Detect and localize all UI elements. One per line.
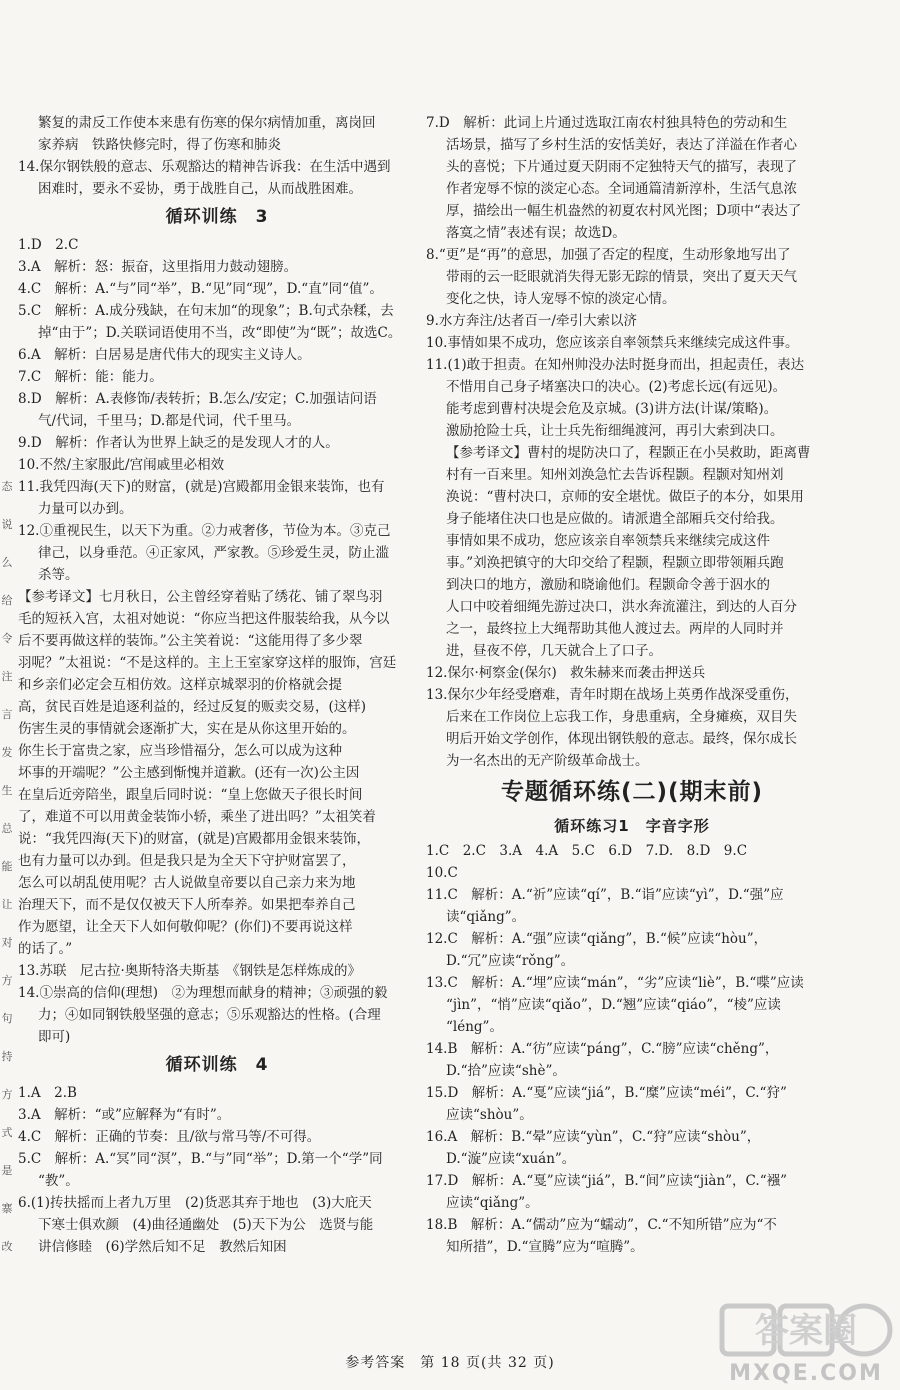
edge-glyph: 是 [1, 1164, 13, 1177]
left-text-line: 9.D 解析：作者认为世界上缺乏的是发现人才的人。 [18, 435, 339, 451]
right-text-line: 不惜用自己身子堵塞决口的决心。(2)考虑长远(有远见)。 [446, 379, 787, 395]
edge-glyph: 能 [1, 860, 13, 873]
left-text-line: 6.A 解析：白居易是唐代伟大的现实主义诗人。 [18, 347, 311, 363]
watermark-text-top: 答案圈 [755, 1311, 857, 1351]
edge-glyph: 持 [1, 1050, 13, 1063]
right-text-line: 读“qiǎng”。 [446, 909, 526, 925]
right-text-line: 到决口的地方，激励和晓谕他们。程颢命令善于泅水的 [446, 577, 770, 593]
edge-glyph: 方 [1, 1088, 13, 1101]
left-text-line: 10.不然/主家服此/宫闱戚里必相效 [18, 457, 225, 473]
edge-glyph: 改 [1, 1240, 13, 1253]
left-text-line: 1.A 2.B [18, 1085, 77, 1101]
right-text-line: 落寞之情”表述有误；故选D。 [446, 225, 626, 241]
left-text-line: 14.保尔钢铁般的意志、乐观豁达的精神告诉我：在生活中遇到 [18, 159, 391, 175]
right-text-line: D.“冗”应读“rǒng”。 [446, 953, 575, 969]
left-text-line: 你生长于富贵之家，应当珍惜福分，怎么可以成为这种 [18, 743, 342, 759]
right-text-line: “jìn”，“悄”应读“qiǎo”，D.“翘”应读“qiáo”，“棱”应读 [446, 997, 781, 1013]
right-text-line: 活场景，描写了乡村生活的安恬美好，表达了洋溢在作者心 [446, 137, 797, 153]
right-text-line: 12.保尔·柯察金(保尔) 救朱赫来而袭击押送兵 [426, 665, 706, 681]
right-text-line: 16.A 解析：B.“晕”应读“yùn”，C.“狩”应读“shòu”， [426, 1129, 761, 1145]
right-text-line: 应读“qiǎng”。 [446, 1195, 539, 1211]
left-text-line: 讲信修睦 (6)学然后知不足 教然后知困 [38, 1239, 287, 1255]
page-footer: 参考答案 第 18 页(共 32 页) [345, 1355, 555, 1371]
left-column [18, 112, 416, 1258]
edge-glyph: 言 [1, 708, 13, 721]
right-text-line: 人口中咬着细绳先游过决口，洪水奔流灌注，到达的人百分 [446, 599, 797, 615]
left-text-line: 即可) [38, 1029, 71, 1045]
left-text-line: 说：“我凭四海(天下)的财富，(就是)宫殿都用金银来装饰， [18, 831, 370, 847]
right-section-heading: 专题循环练(二)(期末前) [500, 779, 764, 805]
watermark-text-bottom: MXQE.COM [729, 1361, 883, 1386]
right-text-line: 明后开始文学创作，体现出钢铁般的意志。最终，保尔成长 [446, 731, 797, 747]
right-text-line: 【参考译文】曹村的堤防决口了，程颢正在小吴救助，距离曹 [446, 445, 811, 461]
watermark-logo [716, 1300, 896, 1386]
right-text-line: 作者宠辱不惊的淡定心态。全词通篇清新淳朴，生活气息浓 [446, 181, 797, 197]
edge-glyph: 寨 [1, 1202, 13, 1215]
left-text-line: 坏事的开端呢？”公主感到惭愧并道歉。(还有一次)公主因 [18, 765, 360, 781]
left-text-line: 7.C 解析：能：能力。 [18, 369, 163, 385]
right-text-line: D.“漩”应读“xuán”。 [446, 1151, 576, 1167]
left-text-line: 羽呢？”太祖说：“不是这样的。主上王室家穿这样的服饰，宫廷 [18, 655, 397, 671]
left-text-line: 后不要再做这样的装饰。”公主笑着说：“这能用得了多少翠 [18, 633, 363, 649]
right-section-heading: 循环练习1 字音字形 [554, 817, 710, 835]
edge-glyph: 对 [1, 936, 13, 949]
left-text-line: 也有力量可以办到。但是我只是为全天下守护财富罢了， [18, 853, 356, 869]
right-text-line: 9.水方奔注/达者百一/牵引大索以济 [426, 313, 637, 329]
left-text-line: 4.C 解析：A.“与”同“举”，B.“见”同“现”，D.“直”同“值”。 [18, 281, 383, 297]
right-text-line: 11.C 解析：A.“祈”应读“qí”，B.“诣”应读“yì”，D.“强”应 [426, 887, 784, 903]
right-text-line: 14.B 解析：A.“彷”应读“páng”，C.“膀”应读“chěng”， [426, 1041, 779, 1057]
edge-glyph: 给 [1, 594, 13, 607]
right-text-line: 激励抢险士兵，让士兵先衔细绳渡河，再引大索到决口。 [446, 423, 784, 439]
left-text-line: 毛的短袄入宫，太祖对她说：“你应当把这件服装给我，从今以 [18, 611, 390, 627]
edge-glyph: 说 [1, 518, 13, 531]
left-text-line: 的话了。” [18, 941, 73, 957]
left-text-line: 困难时，要永不妥协，勇于战胜自己，从而战胜困难。 [38, 181, 362, 197]
left-text-line: 4.C 解析：正确的节奏：且/欲与常马等/不可得。 [18, 1129, 321, 1145]
left-text-line: 在皇后近旁陪坐，跟皇后同时说：“皇上您做天子很长时间 [18, 787, 363, 803]
edge-glyph: 态 [1, 480, 13, 493]
right-text-line: 11.(1)敢于担责。在知州帅没办法时挺身而出，担起责任，表达 [426, 357, 805, 373]
left-text-line: 家养病 铁路快修完时，得了伤寒和肺炎 [38, 137, 281, 153]
edge-glyph: 注 [1, 670, 13, 683]
edge-glyph: 让 [1, 898, 13, 911]
right-text-line: 事。”刘涣把镇守的大印交给了程颢，程颢立即带领厢兵跑 [446, 555, 784, 571]
right-text-line: D.“拾”应读“shè”。 [446, 1063, 566, 1079]
left-text-line: 下寒士俱欢颜 (4)曲径通幽处 (5)天下为公 选贤与能 [38, 1217, 374, 1233]
left-text-line: 6.(1)抟扶摇而上者九万里 (2)货恶其弃于地也 (3)大庇天 [18, 1195, 372, 1211]
right-text-line: 事情如果不成功，您应该亲自率领禁兵来继续完成这件 [446, 533, 770, 549]
left-text-line: 高，贫民百姓是追逐利益的，经过反复的贩卖交易，(这样) [18, 699, 367, 715]
right-text-line: 知所措”，D.“宣腾”应为“喧腾”。 [446, 1239, 644, 1255]
right-text-line: 身子能堵住决口也是应做的。请派遣全部厢兵交付给我。 [446, 511, 784, 527]
right-text-line: 7.D 解析：此词上片通过选取江南农村独具特色的劳动和生 [426, 115, 788, 131]
right-column [426, 112, 838, 1258]
right-text-line: 能考虑到曹村决堤会危及京城。(3)讲方法(计谋/策略)。 [446, 401, 778, 417]
right-text-line: 为一名杰出的无产阶级革命战士。 [446, 753, 649, 769]
right-text-line: 8.“更”是“再”的意思，加强了否定的程度，生动形象地写出了 [426, 247, 791, 263]
left-text-line: 繁复的肃反工作使本来患有伤寒的保尔病情加重，离岗回 [38, 115, 376, 131]
edge-glyph: 式 [1, 1126, 13, 1139]
right-text-line: 后来在工作岗位上忘我工作，身患重病，全身瘫痪，双目失 [446, 709, 797, 725]
edge-glyph: 句 [1, 1012, 13, 1025]
right-text-line: 涣说：“曹村决口，京师的安全堪忧。做臣子的本分，如果用 [446, 489, 804, 505]
left-text-line: 气/代词，千里马；D.都是代词，代千里马。 [38, 413, 301, 429]
left-text-line: 了，难道不可以用黄金装饰小轿，乘坐了进出吗？”太祖笑着 [18, 809, 376, 825]
left-text-line: 律己，以身垂范。④正家风，严家教。⑤珍爱生灵，防止滥 [38, 545, 389, 561]
edge-glyph: 发 [1, 746, 13, 759]
right-text-line: 10.事情如果不成功，您应该亲自率领禁兵来继续完成这件事。 [426, 335, 799, 351]
left-text-line: 3.A 解析：怒：振奋，这里指用力鼓动翅膀。 [18, 259, 298, 275]
right-text-line: 进，昼夜不停，几天就合上了口子。 [446, 643, 662, 659]
left-text-line: 和乡亲们必定会互相仿效。这样京城翠羽的价格就会提 [18, 677, 342, 693]
right-text-line: 13.保尔少年经受磨难，青年时期在战场上英勇作战深受重伤， [426, 687, 799, 703]
right-text-line: 13.C 解析：A.“埋”应读“mán”，“劣”应读“liè”，B.“喋”应读 [426, 975, 804, 991]
left-text-line: 力量可以办到。 [38, 501, 133, 517]
left-section-heading: 循环训练 3 [165, 207, 269, 227]
edge-glyph: 方 [1, 974, 13, 987]
right-text-line: 10.C [426, 865, 458, 881]
edge-glyph: 总 [1, 822, 13, 835]
right-text-line: 15.D 解析：A.“戛”应读“jiá”，B.“糜”应读“méi”，C.“狩” [426, 1085, 787, 1101]
right-text-line: 头的喜悦；下片通过夏天阴雨不定独特天气的描写，表现了 [446, 159, 797, 175]
left-text-line: 伤害生灵的事情就会逐渐扩大，实在是从你这里开始的。 [18, 721, 356, 737]
left-text-line: 1.D 2.C [18, 237, 79, 253]
left-text-line: 杀等。 [38, 567, 79, 583]
left-text-line: 8.D 解析：A.表修饰/表转折；B.怎么/安定；C.加强诘问语 [18, 391, 377, 407]
left-text-line: 14.①崇高的信仰(理想) ②为理想而献身的精神；③顽强的毅 [18, 985, 388, 1001]
left-text-line: 作为愿望，让全天下人如何敬仰呢？(你们)不要再说这样 [18, 919, 353, 935]
right-text-line: 18.B 解析：A.“儒动”应为“蠕动”，C.“不知所错”应为“不 [426, 1217, 777, 1233]
left-text-line: 掉“由于”；D.关联词语使用不当，改“即使”为“既”；故选C。 [38, 325, 402, 341]
right-text-line: 应读“shòu”。 [446, 1107, 533, 1123]
right-text-line: 之一，最终拉上大绳帮助其他人渡过去。两岸的人同时并 [446, 621, 784, 637]
right-text-line: 村有一百来里。知州刘涣急忙去告诉程颢。程颢对知州刘 [446, 467, 784, 483]
right-text-line: 厚，描绘出一幅生机盎然的初夏农村风光图；D项中“表达了 [446, 203, 802, 219]
left-text-line: “教”。 [38, 1173, 79, 1189]
left-text-line: 13.苏联 尼古拉·奥斯特洛夫斯基 《钢铁是怎样炼成的》 [18, 963, 362, 979]
right-text-line: “léng”。 [446, 1019, 503, 1035]
left-text-line: 治理天下，而不是仅仅被天下人所奉养。如果把奉养自己 [18, 897, 356, 913]
left-text-line: 怎么可以胡乱使用呢？古人说做皇帝要以自己亲力来为地 [18, 875, 356, 891]
left-text-line: 5.C 解析：A.成分残缺，在句末加“的现象”；B.句式杂糅，去 [18, 303, 394, 319]
left-text-line: 力；④如同钢铁般坚强的意志；⑤乐观豁达的性格。(合理 [38, 1007, 381, 1023]
left-section-heading: 循环训练 4 [165, 1055, 269, 1075]
edge-glyph: 令 [1, 632, 13, 645]
edge-glyph: 么 [1, 556, 13, 569]
right-text-line: 12.C 解析：A.“强”应读“qiǎng”，B.“候”应读“hòu”， [426, 931, 768, 947]
right-text-line: 1.C 2.C 3.A 4.A 5.C 6.D 7.D. 8.D 9.C [426, 843, 748, 859]
left-text-line: 5.C 解析：A.“冥”同“溟”，B.“与”同“举”；D.第一个“学”同 [18, 1151, 383, 1167]
right-text-line: 变化之快，诗人宠辱不惊的淡定心情。 [446, 291, 676, 307]
left-text-line: 12.①重视民生，以天下为重。②力戒奢侈，节俭为本。③克己 [18, 523, 391, 539]
right-text-line: 17.D 解析：A.“戛”应读“jiá”，B.“间”应读“jiàn”，C.“襁” [426, 1173, 787, 1189]
left-text-line: 3.A 解析：“或”应解释为“有时”。 [18, 1107, 231, 1123]
right-text-line: 带雨的云一眨眼就消失得无影无踪的情景，突出了夏天天气 [446, 269, 797, 285]
edge-glyph: 生 [1, 784, 13, 797]
left-text-line: 11.我凭四海(天下)的财富，(就是)宫殿都用金银来装饰，也有 [18, 479, 385, 495]
left-text-line: 【参考译文】七月秋日，公主曾经穿着贴了绣花、铺了翠鸟羽 [18, 589, 383, 605]
